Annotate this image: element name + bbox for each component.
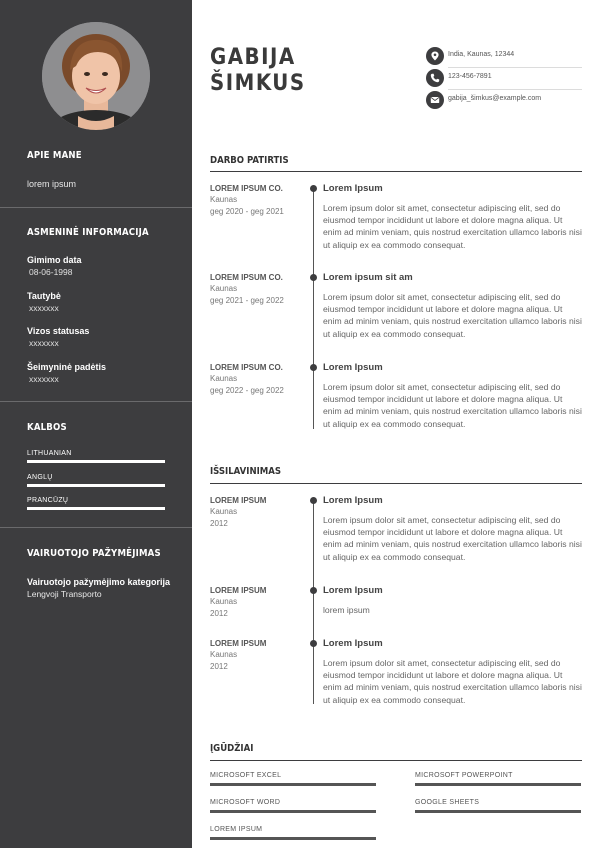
language-name: LITHUANIAN [27,450,72,457]
language-name: ANGLŲ [27,474,53,481]
education-desc: lorem ipsum [323,605,370,615]
education-year: 2012 [210,609,228,618]
last-name: ŠIMKUS [210,71,306,96]
section-divider [210,760,582,761]
experience-title: Lorem Ipsum [323,183,383,194]
experience-org: LOREM IPSUM CO. [210,184,283,193]
license-heading: VAIRUOTOJO PAŽYMĖJIMAS [27,548,161,559]
experience-heading: DARBO PATIRTIS [210,155,289,166]
visa-status-value: xxxxxxx [29,338,59,348]
license-label: Vairuotojo pažymėjimo kategorija [27,577,171,587]
skill-name: MICROSOFT EXCEL [210,772,282,779]
languages-heading: KALBOS [27,422,67,433]
education-year: 2012 [210,662,228,671]
profile-photo-image [42,22,150,130]
skills-heading: ĮGŪDŽIAI [210,743,254,754]
education-year: 2012 [210,519,228,528]
skill-level-bar [210,837,376,840]
language-item [27,450,165,463]
language-level-bar [27,460,165,463]
experience-dates: geg 2020 - geg 2021 [210,207,284,216]
sidebar [0,0,192,848]
phone-text[interactable]: 123-456-7891 [448,73,492,80]
sidebar-divider [0,401,192,402]
sidebar-divider [0,207,192,208]
experience-city: Kaunas [210,284,238,293]
license-value: Lengvoji Transporto [27,589,102,599]
about-heading: APIE MANE [27,150,82,161]
nationality-label: Tautybė [27,291,61,301]
education-org: LOREM IPSUM [210,586,267,595]
education-title: Lorem Ipsum [323,495,383,506]
visa-status-label: Vizos statusas [27,326,90,336]
skill-name: GOOGLE SHEETS [415,799,480,806]
skill-name: LOREM IPSUM [210,826,263,833]
skill-item [210,799,376,813]
education-desc: Lorem ipsum dolor sit amet, consectetur adipiscing elit, sed do eiusmod tempor incididunt ut labore et dolore magna aliqua. Ut enim ad minim veniam, quis nostrud exercitation ullamco laboris nisi ut aliquip ex ea commodo consequat. [323,515,582,562]
skill-item [210,826,376,840]
skill-item [210,772,376,786]
sidebar-divider [0,527,192,528]
skill-level-bar [415,783,581,786]
skill-name: MICROSOFT WORD [210,799,281,806]
timeline-dot [310,364,317,371]
language-level-bar [27,507,165,510]
about-text: lorem ipsum [27,179,77,189]
map-pin-icon [426,47,444,65]
timeline-dot [310,587,317,594]
skill-level-bar [210,810,376,813]
language-level-bar [27,484,165,487]
marital-status-value: xxxxxxx [29,374,59,384]
section-divider [210,171,582,172]
nationality-value: xxxxxxx [29,303,59,313]
experience-timeline [313,189,314,429]
education-org: LOREM IPSUM [210,639,267,648]
language-name: PRANCŪZŲ [27,497,69,504]
education-heading: IŠSILAVINIMAS [210,466,282,477]
address-text: India, Kaunas, 12344 [448,51,515,58]
experience-org: LOREM IPSUM CO. [210,363,283,372]
experience-city: Kaunas [210,374,238,383]
education-title: Lorem Ipsum [323,638,383,649]
marital-status-label: Šeimyninė padėtis [27,362,107,372]
timeline-dot [310,274,317,281]
birthdate-value: 08-06-1998 [29,267,73,277]
contact-address [426,47,582,69]
language-item [27,474,165,487]
skill-name: MICROSOFT POWERPOINT [415,772,513,779]
personal-info-heading: ASMENINĖ INFORMACIJA [27,227,149,238]
experience-dates: geg 2021 - geg 2022 [210,296,284,305]
section-divider [210,483,582,484]
first-name: GABIJA [210,45,296,70]
contact-email [426,91,582,113]
experience-desc: Lorem ipsum dolor sit amet, consectetur adipiscing elit, sed do eiusmod tempor incididunt ut labore et dolore magna aliqua. Ut enim ad minim veniam, quis nostrud exercitation ullamco laboris nisi ut aliquip ex ea commodo consequat. [323,203,582,250]
timeline-dot [310,497,317,504]
education-timeline [313,501,314,704]
birthdate-label: Gimimo data [27,255,82,265]
education-title: Lorem Ipsum [323,585,383,596]
education-city: Kaunas [210,597,238,606]
envelope-icon [426,91,444,109]
timeline-dot [310,185,317,192]
experience-desc: Lorem ipsum dolor sit amet, consectetur adipiscing elit, sed do eiusmod tempor incididunt ut labore et dolore magna aliqua. Ut enim ad minim veniam, quis nostrud exercitation ullamco laboris nisi ut aliquip ex ea commodo consequat. [323,292,582,339]
contact-phone [426,69,582,91]
timeline-dot [310,640,317,647]
experience-title: Lorem ipsum sit am [323,272,413,283]
skill-level-bar [210,783,376,786]
experience-desc: Lorem ipsum dolor sit amet, consectetur adipiscing elit, sed do eiusmod tempor incididunt ut labore et dolore magna aliqua. Ut enim ad minim veniam, quis nostrud exercitation ullamco laboris nisi ut aliquip ex ea commodo consequat. [323,382,582,429]
profile-photo [42,22,150,130]
education-desc: Lorem ipsum dolor sit amet, consectetur adipiscing elit, sed do eiusmod tempor incididunt ut labore et dolore magna aliqua. Ut enim ad minim veniam, quis nostrud exercitation ullamco laboris nisi ut aliquip ex ea commodo consequat. [323,658,582,705]
experience-title: Lorem Ipsum [323,362,383,373]
education-org: LOREM IPSUM [210,496,267,505]
skill-item [415,799,581,813]
experience-org: LOREM IPSUM CO. [210,273,283,282]
phone-icon [426,69,444,87]
email-text[interactable]: gabija_šimkus@example.com [448,95,542,102]
education-city: Kaunas [210,650,238,659]
experience-city: Kaunas [210,195,238,204]
contact-divider [448,89,582,90]
skill-item [415,772,581,786]
language-item [27,497,165,510]
experience-dates: geg 2022 - geg 2022 [210,386,284,395]
skill-level-bar [415,810,581,813]
contact-divider [448,67,582,68]
education-city: Kaunas [210,507,238,516]
